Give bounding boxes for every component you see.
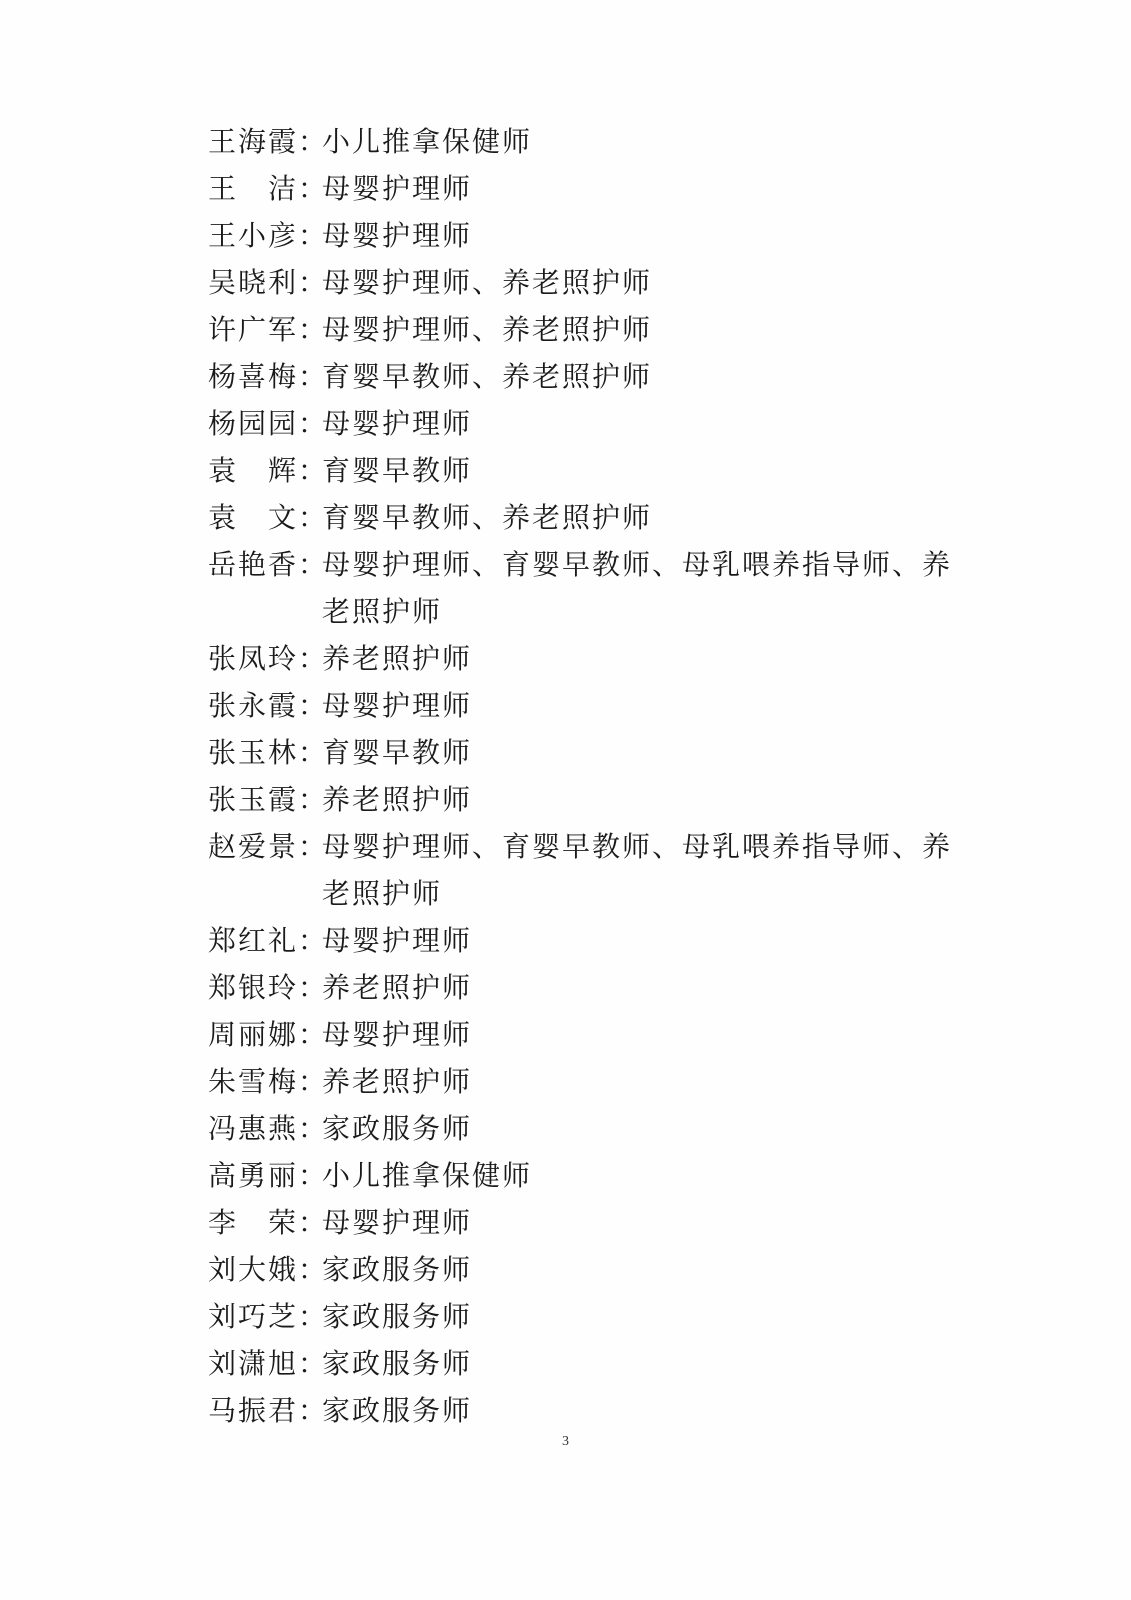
list-item xyxy=(208,1340,968,1387)
person-name: 袁 文： xyxy=(208,501,329,534)
person-name: 冯惠燕： xyxy=(208,1112,329,1145)
certificate-title: 小儿推拿保健师 xyxy=(322,125,533,158)
list-item xyxy=(208,1058,968,1105)
person-name: 郑银玲： xyxy=(208,971,329,1004)
list-item xyxy=(208,1246,968,1293)
person-name: 张凤玲： xyxy=(208,642,329,675)
list-item xyxy=(208,494,968,541)
person-name: 刘巧芝： xyxy=(208,1300,329,1333)
certificate-title: 母婴护理师、养老照护师 xyxy=(322,313,653,346)
certificate-title: 母婴护理师、养老照护师 xyxy=(322,266,653,299)
certificate-title: 母婴护理师 xyxy=(322,689,473,722)
page-number: 3 xyxy=(562,1434,569,1449)
list-item xyxy=(208,964,968,1011)
person-name: 刘大娥： xyxy=(208,1253,329,1286)
person-name: 刘潇旭： xyxy=(208,1347,329,1380)
certificate-title: 母婴护理师 xyxy=(322,924,473,957)
list-item xyxy=(208,823,968,917)
certificate-title: 母婴护理师 xyxy=(322,407,473,440)
list-item xyxy=(208,165,968,212)
list-item xyxy=(208,1293,968,1340)
person-name: 岳艳香： xyxy=(208,548,329,581)
certificate-title: 母婴护理师 xyxy=(322,1018,473,1051)
list-item xyxy=(208,917,968,964)
certificate-title: 母婴护理师、育婴早教师、母乳喂养指导师、养老照护师 xyxy=(322,548,953,628)
certificate-title: 育婴早教师 xyxy=(322,454,473,487)
certificate-title: 养老照护师 xyxy=(322,1065,473,1098)
certificate-title: 母婴护理师 xyxy=(322,219,473,252)
list-item xyxy=(208,306,968,353)
list-item xyxy=(208,1387,968,1434)
person-name: 赵爱景： xyxy=(208,830,329,863)
certificate-title: 家政服务师 xyxy=(322,1394,473,1427)
list-item xyxy=(208,447,968,494)
certificate-title: 育婴早教师 xyxy=(322,736,473,769)
person-name: 周丽娜： xyxy=(208,1018,329,1051)
person-name: 王 洁： xyxy=(208,172,329,205)
certificate-title: 养老照护师 xyxy=(322,642,473,675)
certificate-title: 育婴早教师、养老照护师 xyxy=(322,501,653,534)
certificate-title: 家政服务师 xyxy=(322,1112,473,1145)
person-name: 张永霞： xyxy=(208,689,329,722)
person-name: 吴晓利： xyxy=(208,266,329,299)
certificate-title: 育婴早教师、养老照护师 xyxy=(322,360,653,393)
list-item xyxy=(208,1105,968,1152)
certificate-title: 母婴护理师 xyxy=(322,1206,473,1239)
certificate-title: 养老照护师 xyxy=(322,783,473,816)
list-item xyxy=(208,1011,968,1058)
list-item xyxy=(208,729,968,776)
person-name: 许广军： xyxy=(208,313,329,346)
person-name: 朱雪梅： xyxy=(208,1065,329,1098)
list-item xyxy=(208,118,968,165)
certificate-title: 家政服务师 xyxy=(322,1253,473,1286)
person-name: 郑红礼： xyxy=(208,924,329,957)
list-item xyxy=(208,259,968,306)
person-name: 李 荣： xyxy=(208,1206,329,1239)
list-item xyxy=(208,635,968,682)
list-item xyxy=(208,212,968,259)
list-item xyxy=(208,1199,968,1246)
person-name: 袁 辉： xyxy=(208,454,329,487)
certificate-title: 家政服务师 xyxy=(322,1300,473,1333)
list-item xyxy=(208,353,968,400)
certificate-list xyxy=(208,118,968,1434)
certificate-title: 养老照护师 xyxy=(322,971,473,1004)
person-name: 杨喜梅： xyxy=(208,360,329,393)
list-item xyxy=(208,682,968,729)
list-item xyxy=(208,541,968,635)
person-name: 张玉林： xyxy=(208,736,329,769)
list-item xyxy=(208,776,968,823)
list-item xyxy=(208,400,968,447)
certificate-title: 家政服务师 xyxy=(322,1347,473,1380)
person-name: 高勇丽： xyxy=(208,1159,329,1192)
certificate-title: 小儿推拿保健师 xyxy=(322,1159,533,1192)
person-name: 杨园园： xyxy=(208,407,329,440)
certificate-title: 母婴护理师 xyxy=(322,172,473,205)
certificate-title: 母婴护理师、育婴早教师、母乳喂养指导师、养老照护师 xyxy=(322,830,953,910)
person-name: 王小彦： xyxy=(208,219,329,252)
list-item xyxy=(208,1152,968,1199)
person-name: 王海霞： xyxy=(208,125,329,158)
person-name: 马振君： xyxy=(208,1394,329,1427)
person-name: 张玉霞： xyxy=(208,783,329,816)
